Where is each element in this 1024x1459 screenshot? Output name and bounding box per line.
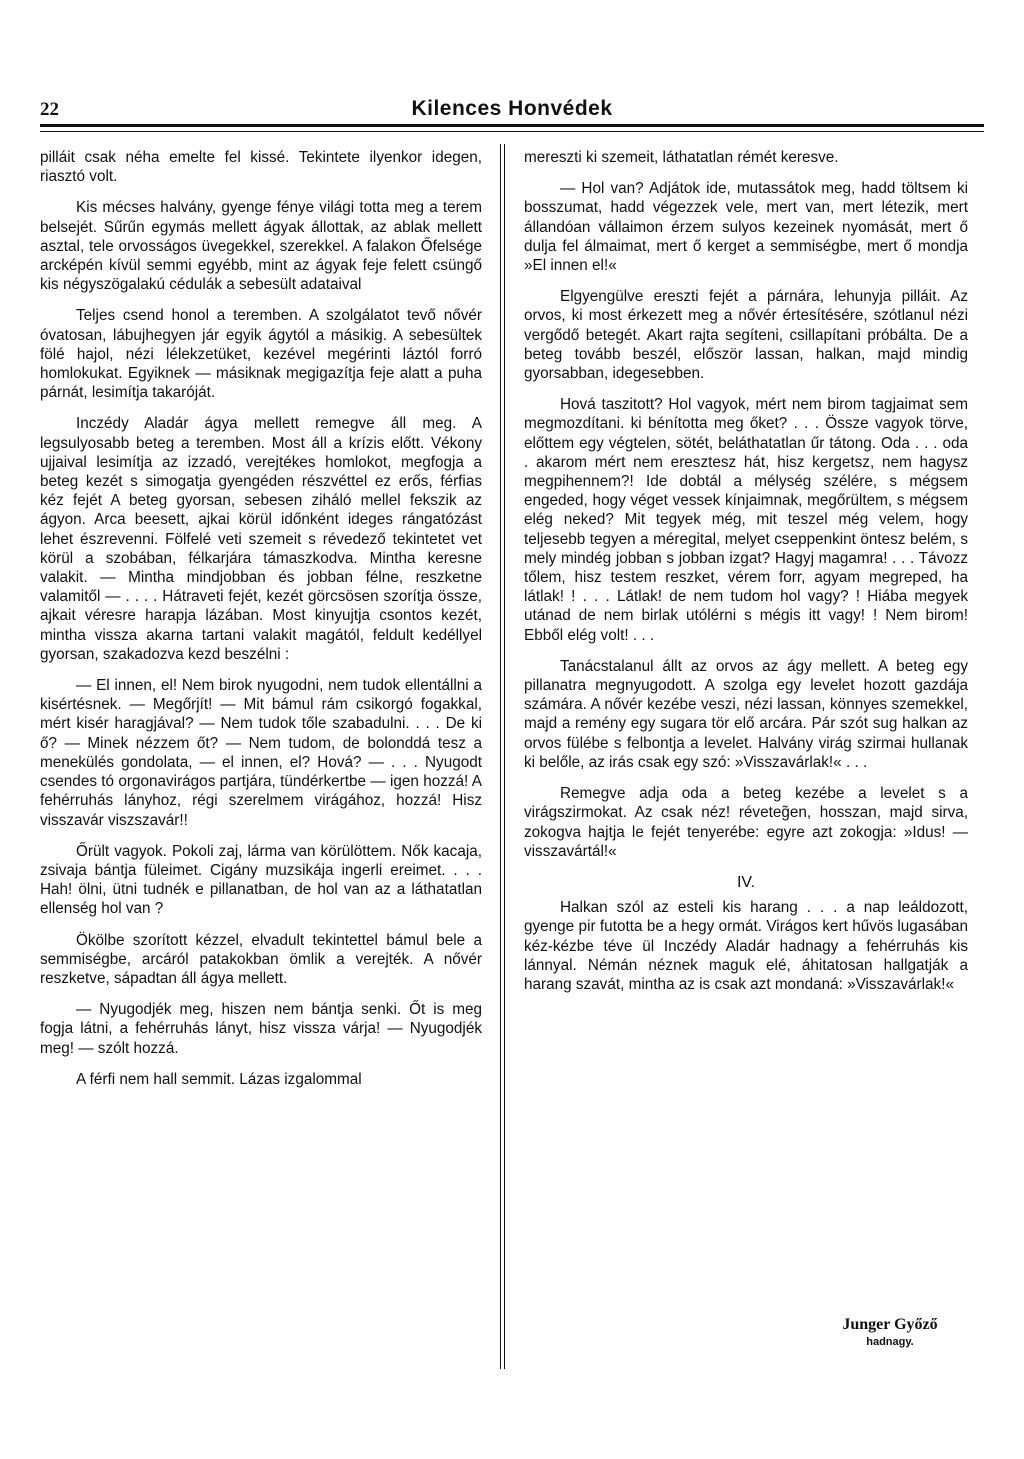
column-divider [504,144,505,1369]
paragraph: pilláit csak néha emelte fel kissé. Tekintete ilyenkor idegen, riasztó volt. [40,149,482,186]
paragraph: Inczédy Aladár ágya mellett remegve áll meg. A legsulyosabb beteg a teremben. Most áll a krízis előtt. Vékony ujjaival lesimítja az izzadó, verejtékes homlokot, megfogja a beteg kezét s simogatja gyengéden részvéttel ez erős, férfias kéz fejét A beteg gyorsan, sebesen ziháló mellel fekszik az ágyon. Arca beesett, ajkai körül időnként ideges rángatózást lehet észrevenni. Fölfelé veti szemeit s révedező tekintetet vet körül a szobában, félkarjára támaszkodva. Mintha keresne valakit. — Mintha mindjobban és jobban félne, reszketne valamitől — . . . . Hátraveti fejét, kezét görcsösen szorítja össze, ajkait véresre harapja lázában. Most kinyujtja csontos kezét, mintha vissza akarna tartani valakit magától, feldult kedéllyel gyorsan, szakadozva kezd beszélni : [40,415,482,663]
paragraph: Halkan szól az esteli kis harang . . . a nap leáldozott, gyenge pir futotta be a hegy ormát. Virágos kert hűvös lugasában kéz-kézbe téve ül Inczédy Aladár hadnagy a fehérruhás kis lánnyal. Némán néznek maguk elé, áhitatosan hallgatják a harang szavát, mintha az is csak azt mondaná: »Visszavárlak!« [524,899,968,993]
paragraph: Remegve adja oda a beteg kezébe a levelet s a virágszirmokat. Az csak néz! réveteg̃en, hosszan, majd sirva, zokogva hajtja le fejét tenyerébe: egyre azt zokogja: »Idus! — visszavártál!« [524,785,968,860]
paragraph: Ökölbe szorított kézzel, elvadult tekintettel bámul bele a semmiségbe, arcáról patakokban ömlik a verejték. A nővér reszketve, sápadtan áll ágya mellett. [40,931,482,987]
page-header [40,97,984,127]
header-rule-thick [40,124,984,127]
section-heading: IV. [736,873,756,891]
paragraph: mereszti ki szemeit, láthatatlan rémét keresve. [524,149,839,166]
author-name: Junger Győző [842,1316,938,1333]
publication-title: Kilences Honvédek [411,97,613,120]
right-column [524,148,968,1006]
paragraph: Kis mécses halvány, gyenge fénye világi totta meg a terem belsejét. Sűrűn egymás mellett ágyak állottak, az ablak mellett asztal, tele orvosságos üvegekkel, szerekkel. A falakon Őfelsége arcképén kívül semmi egyébb, mint az ágyak feje felett csüngő kis négyszögalakú cédulák a sebesült adataival [40,199,482,294]
paragraph: Tanácstalanul állt az orvos az ágy mellett. A beteg egy pillanatra megnyugodott. A szolga egy levelet hozott gazdája számára. A nővér kezébe veszi, nézi lassan, könnyes szemekkel, majd a remény egy sugara tör elő arcára. Pár szót sug halkan az orvos fülébe s felbontja a levelet. Halvány virág szirmai hullanak ki belőle, az irás csak egy szó: »Visszavárlak!« . . . [524,657,968,771]
paragraph: Őrült vagyok. Pokoli zaj, lárma van körülöttem. Nők kacaja, zsivaja bántja füleimet. Cigány muzsikája ingerli ereimet. . . . Hah! ölni, ütni tudnék e pillanatban, de hol van az a láthatatlan ellenség hol van ? [40,842,482,918]
paragraph: — Hol van? Adjátok ide, mutassátok meg, hadd töltsem ki bosszumat, hadd végezzek vele, mert van, mert létezik, mert állandóan vállaimon érzem sulyos kezeinek nyomását, mert ő dulja fel álmaimat, mert ő kerget a semmiségbe, mert ő mondja »El innen el!« [524,180,968,275]
paragraph: — El innen, el! Nem birok nyugodni, nem tudok ellentállni a kisértésnek. — Megőrjít! — Mit bámul rám csikorgó fogakkal, mért kisér haragjával? — Nem tudok tőle szabadulni. . . . De ki ő? — Minek nézzem őt? — Nem tudom, de bolonddá tesz a menekülés gondolata, — el innen, el? Hová? — . . . Nyugodt csendes tó orgonavirágos partjára, tündérkertbe — igen hozzá! A fehérruhás lányhoz, régi szerelmem virágához, hozzá! Hisz visszavár viszszavár!! [40,677,482,829]
paragraph: Teljes csend honol a teremben. A szolgálatot tevő nővér óvatosan, lábujhegyen jár egyik ágytól a másikig. A sebesültek fölé hajol, nézi lélekzetüket, kezével megérinti láztól forró homlokukat. Egyiknek — másiknak megigazítja feje alatt a puha párnát, lesimítja takaróját. [40,307,482,402]
author-rank: hadnagy. [866,1336,914,1348]
left-column [40,148,482,1101]
paragraph: Elgyengülve ereszti fejét a párnára, lehunyja pilláit. Az orvos, ki most érkezett meg a nővér értesítésére, szótlanul nézi vergődő betegét. Akart rajta segíteni, csillapítani próbálta. De a beteg tovább beszél, először lassan, halkan, majd mindig gyorsabban, idegesebben. [524,288,968,383]
page-number: 22 [40,99,59,120]
paragraph: Hová taszitott? Hol vagyok, mért nem birom tagjaimat sem megmozdítani. ki bénította meg őket? . . . Össze vagyok törve, előttem egy végtelen, sötét, beláthatatlan űr tátong. Oda . . . oda . akarom mért nem eresztesz hát, hisz kergetsz, nem hagysz megpihennem?! Ide dobtál a mélység szélére, s mégsem engeded, hogy véget vessek kínjaimnak, megőrültem, s mégsem elég neked? Mit tegyek még, mit teszel még velem, hogy teljesebb tegyen a méregital, melyet cseppenkint öntesz belém, s mely mindég jobban s jobban izgat? Hagyj magamra! . . . Távozz tőlem, hisz testem reszket, vérem forr, agyam megreped, ha látlak! ! . . . Látlak! de nem tudom hol vagy? ! Hiába megyek utánad de nem birlak utólérni s mégis itt vagy! ! Nem birom! Ebből elég volt! . . . [524,396,968,644]
header-rule-thin [40,131,984,132]
column-divider [500,144,501,1369]
author-signature [810,1316,970,1348]
paragraph: A férfi nem hall semmit. Lázas izgalommal [76,1070,362,1088]
paragraph: — Nyugodjék meg, hiszen nem bántja senki. Őt is meg fogja látni, a fehérruhás lányt, hisz vissza várja! — Nyugodjék meg! — szólt hozzá. [40,1001,482,1057]
